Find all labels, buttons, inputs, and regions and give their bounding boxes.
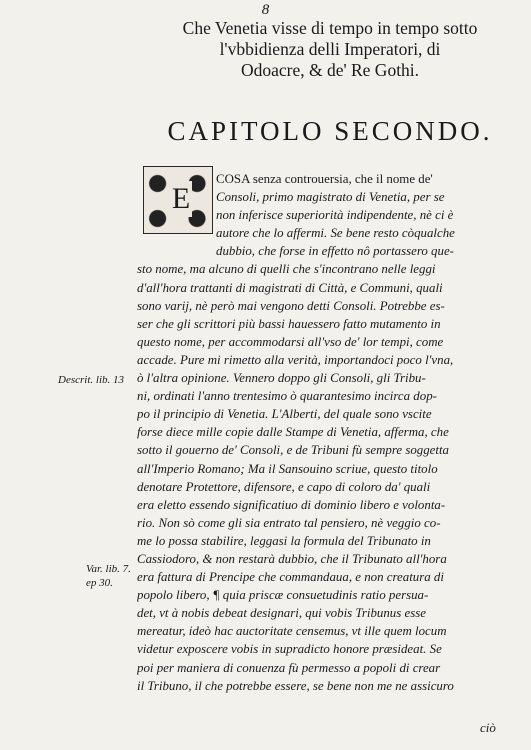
text-line: ser che gli scrittori più bassi hauessero fatto mutamento in: [137, 316, 441, 331]
page-heading: [120, 18, 531, 81]
heading-line: l'vbbidienza delli Imperatori, di: [219, 39, 441, 59]
text-line: po il principio di Venetia. L'Alberti, del quale sono vscite: [137, 407, 432, 422]
text-line: denotare Protettore, difensore, e capo di coloro da' quali: [137, 479, 431, 494]
body-text: [137, 170, 529, 695]
text-line: questo nome, per accommodarsi all'vso de' lor tempi, come: [137, 334, 444, 349]
text-line: forse diece mille copie dalle Stampe di Venetia, afferma, che: [137, 425, 449, 440]
heading-line: Odoacre, & de' Re Gothi.: [240, 60, 420, 80]
margin-note-var-ep: ep 30.: [86, 577, 113, 589]
text-line: Cassiodoro, & non restarà dubbio, che il Tribunato all'hora: [137, 551, 447, 566]
text-line: non inferisce superiorità indipendente, nè ci è: [216, 208, 454, 223]
heading-line: Che Venetia visse di tempo in tempo sotto: [182, 18, 478, 38]
text-line: ni, ordinati l'anno trentesimo ò quarantesimo incirca dop-: [137, 389, 437, 404]
margin-note-descrit: Descrit. lib. 13: [58, 374, 124, 386]
text-line: dubbio, che forse in effetto nô portassero que-: [216, 244, 454, 259]
text-line: all'Imperio Romano; Ma il Sansouino scriue, questo titolo: [137, 461, 438, 476]
text-line: sto nome, ma alcuno di quelli che s'incontrano nelle leggi: [137, 262, 436, 277]
text-line: videtur exposcere vobis in supradicto honore præsideat. Se: [137, 642, 442, 657]
text-line: COSA senza controuersia, che il nome de': [216, 172, 433, 186]
catchword: ciò: [480, 720, 496, 735]
text-line: poi per maniera di conuenza fù permesso a popoli di crear: [137, 660, 441, 675]
text-line: popolo libero, ¶ quia priscæ consuetudinis ratio persua-: [137, 588, 429, 603]
text-line: sono varij, nè però mai vengono detti Consoli. Potrebbe es-: [137, 298, 445, 313]
text-line: ò l'altra opinione. Vennero doppo gli Consoli, gli Tribu-: [137, 371, 426, 386]
margin-note-var: Var. lib. 7.: [86, 563, 131, 575]
text-line: d'all'hora trattanti di magistrati di Città, e Communi, quali: [137, 280, 443, 295]
page-number: 8: [261, 2, 270, 18]
text-line: me lo possa stabilire, leggasi la formula del Tribunato in: [137, 533, 431, 548]
text-line: sotto il gouerno de' Consoli, e de Tribuni fù sempre soggetta: [137, 443, 450, 458]
text-line: Consoli, primo magistrato di Venetia, per se: [216, 190, 445, 205]
text-line: il Tribuno, il che potrebbe essere, se bene non me ne assicuro: [137, 678, 454, 693]
text-line: det, vt à nobis debeat designari, qui vobis Tribunus esse: [137, 606, 426, 621]
text-line: mereatur, ideò hac auctoritate censemus, vt ille quem locum: [137, 624, 447, 639]
chapter-title: CAPITOLO SECONDO.: [167, 116, 493, 146]
text-line: accade. Pure mi rimetto alla verità, importandoci poco l'vna,: [137, 352, 454, 367]
text-line: rio. Non sò come gli sia entrato tal pensiero, nè veggio co-: [137, 515, 441, 530]
text-line: era eletto essendo significatiuo di dominio libero e volonta-: [137, 497, 446, 512]
text-line: autore che lo affermi. Se bene resto còqualche: [216, 226, 455, 241]
drop-cap-letter: E: [171, 182, 191, 215]
text-line: era fattura di Prencipe che commandaua, e non creatura di: [137, 570, 444, 585]
